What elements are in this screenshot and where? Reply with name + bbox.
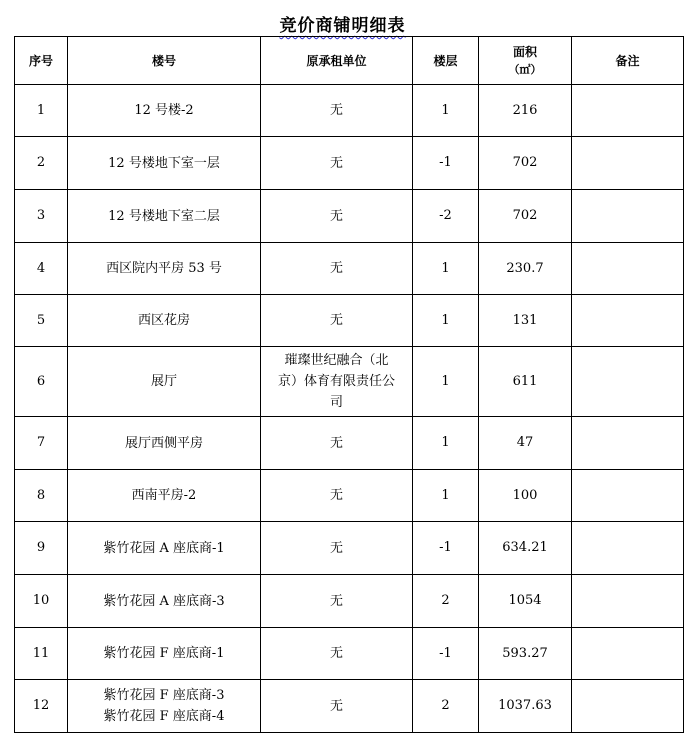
cell-floor: 1: [413, 347, 479, 417]
cell-seq: 12: [15, 680, 68, 733]
cell-area: 47: [479, 417, 572, 470]
cell-building: [68, 470, 261, 522]
cell-seq: 1: [15, 85, 68, 137]
cell-original-tenant: [261, 522, 413, 575]
table-row: [15, 628, 684, 680]
cell-floor: 2: [413, 680, 479, 733]
header-seq: 序号: [15, 37, 68, 85]
cell-original-tenant-line: 无: [329, 261, 343, 276]
cell-remarks: [572, 295, 684, 347]
table-row: [15, 347, 684, 417]
cell-building: [68, 522, 261, 575]
cell-building: [68, 575, 261, 628]
cell-original-tenant-line: 司: [329, 395, 343, 410]
cell-original-tenant-line: 无: [329, 155, 343, 171]
cell-original-tenant-line: 京）体育有限责任公: [277, 374, 395, 389]
cell-seq: 10: [15, 575, 68, 628]
cell-original-tenant: [261, 417, 413, 470]
cell-floor: 1: [413, 417, 479, 470]
header-floor: 楼层: [413, 37, 479, 85]
cell-original-tenant: [261, 347, 413, 417]
header-remarks: 备注: [572, 37, 684, 85]
cell-floor: 1: [413, 85, 479, 137]
cell-floor: -1: [413, 628, 479, 680]
cell-building-line: 12 号楼地下室二层: [108, 208, 220, 224]
table-row: [15, 137, 684, 190]
cell-remarks: [572, 680, 684, 733]
cell-building-line: 展厅西侧平房: [124, 435, 203, 451]
cell-original-tenant-line: 无: [329, 593, 343, 609]
cell-remarks: [572, 85, 684, 137]
cell-building-line: 12 号楼地下室一层: [108, 155, 220, 171]
document-title-text: 竞价商铺明细表: [279, 16, 406, 36]
table-row: [15, 470, 684, 522]
cell-building-line: 紫竹花园 A 座底商-1: [103, 540, 225, 556]
cell-remarks: [572, 470, 684, 522]
cell-original-tenant-line: 璀璨世纪融合（北: [284, 353, 389, 368]
cell-area: 1037.63: [479, 680, 572, 733]
cell-floor: -1: [413, 522, 479, 575]
cell-remarks: [572, 628, 684, 680]
cell-original-tenant: [261, 190, 413, 243]
header-area-label: 面积: [512, 44, 537, 59]
cell-seq: 8: [15, 470, 68, 522]
cell-original-tenant-line: 无: [329, 313, 343, 328]
document-title: [0, 11, 685, 36]
cell-seq: 11: [15, 628, 68, 680]
cell-building: [68, 190, 261, 243]
cell-original-tenant: [261, 575, 413, 628]
cell-original-tenant-line: 无: [329, 488, 343, 503]
cell-original-tenant: [261, 243, 413, 295]
cell-seq: 4: [15, 243, 68, 295]
cell-original-tenant-line: 无: [329, 540, 343, 556]
table-row: [15, 417, 684, 470]
cell-remarks: [572, 243, 684, 295]
cell-area: 702: [479, 190, 572, 243]
cell-remarks: [572, 522, 684, 575]
cell-seq: 5: [15, 295, 68, 347]
cell-floor: -2: [413, 190, 479, 243]
header-area: [479, 37, 572, 85]
cell-area: 100: [479, 470, 572, 522]
cell-remarks: [572, 417, 684, 470]
cell-original-tenant: [261, 85, 413, 137]
header-building: 楼号: [68, 37, 261, 85]
cell-seq: 2: [15, 137, 68, 190]
table-header-row: [15, 37, 684, 85]
cell-original-tenant-line: 无: [329, 208, 343, 224]
cell-area: 611: [479, 347, 572, 417]
cell-seq: 3: [15, 190, 68, 243]
cell-building-line: 西区院内平房 53 号: [106, 261, 222, 276]
cell-floor: 1: [413, 295, 479, 347]
shop-detail-table: [14, 36, 684, 733]
cell-remarks: [572, 137, 684, 190]
table-row: [15, 243, 684, 295]
header-area-unit: （㎡）: [508, 62, 542, 76]
cell-building: [68, 295, 261, 347]
cell-building: [68, 243, 261, 295]
cell-floor: 1: [413, 470, 479, 522]
cell-building: [68, 628, 261, 680]
cell-building-line: 紫竹花园 F 座底商-4: [103, 709, 225, 724]
cell-building-line: 西南平房-2: [131, 488, 197, 503]
cell-area: 702: [479, 137, 572, 190]
cell-original-tenant: [261, 295, 413, 347]
table-row: [15, 190, 684, 243]
cell-floor: 1: [413, 243, 479, 295]
table-body: [15, 85, 684, 733]
cell-remarks: [572, 347, 684, 417]
cell-building-line: 紫竹花园 F 座底商-1: [103, 646, 225, 661]
cell-building-line: 紫竹花园 A 座底商-3: [103, 593, 225, 609]
cell-original-tenant-line: 无: [329, 646, 343, 661]
cell-original-tenant: [261, 628, 413, 680]
table-row: [15, 85, 684, 137]
cell-original-tenant: [261, 470, 413, 522]
cell-floor: 2: [413, 575, 479, 628]
cell-building: [68, 417, 261, 470]
table-row: [15, 680, 684, 733]
cell-remarks: [572, 575, 684, 628]
cell-floor: -1: [413, 137, 479, 190]
cell-seq: 7: [15, 417, 68, 470]
cell-original-tenant-line: 无: [329, 103, 343, 118]
cell-building: [68, 680, 261, 733]
cell-remarks: [572, 190, 684, 243]
cell-area: 1054: [479, 575, 572, 628]
cell-area: 593.27: [479, 628, 572, 680]
cell-area: 131: [479, 295, 572, 347]
cell-area: 634.21: [479, 522, 572, 575]
cell-seq: 6: [15, 347, 68, 417]
cell-building: [68, 137, 261, 190]
cell-original-tenant-line: 无: [329, 435, 343, 451]
cell-building: [68, 85, 261, 137]
table-row: [15, 522, 684, 575]
cell-building: [68, 347, 261, 417]
cell-seq: 9: [15, 522, 68, 575]
cell-building-line: 展厅: [150, 374, 177, 389]
cell-original-tenant: [261, 137, 413, 190]
cell-building-line: 西区花房: [137, 313, 190, 328]
header-original-tenant: 原承租单位: [261, 37, 413, 85]
cell-area: 216: [479, 85, 572, 137]
cell-original-tenant-line: 无: [329, 698, 343, 714]
table-row: [15, 295, 684, 347]
table-row: [15, 575, 684, 628]
cell-original-tenant: [261, 680, 413, 733]
cell-building-line: 12 号楼-2: [134, 103, 194, 118]
cell-area: 230.7: [479, 243, 572, 295]
cell-building-line: 紫竹花园 F 座底商-3: [103, 688, 225, 703]
